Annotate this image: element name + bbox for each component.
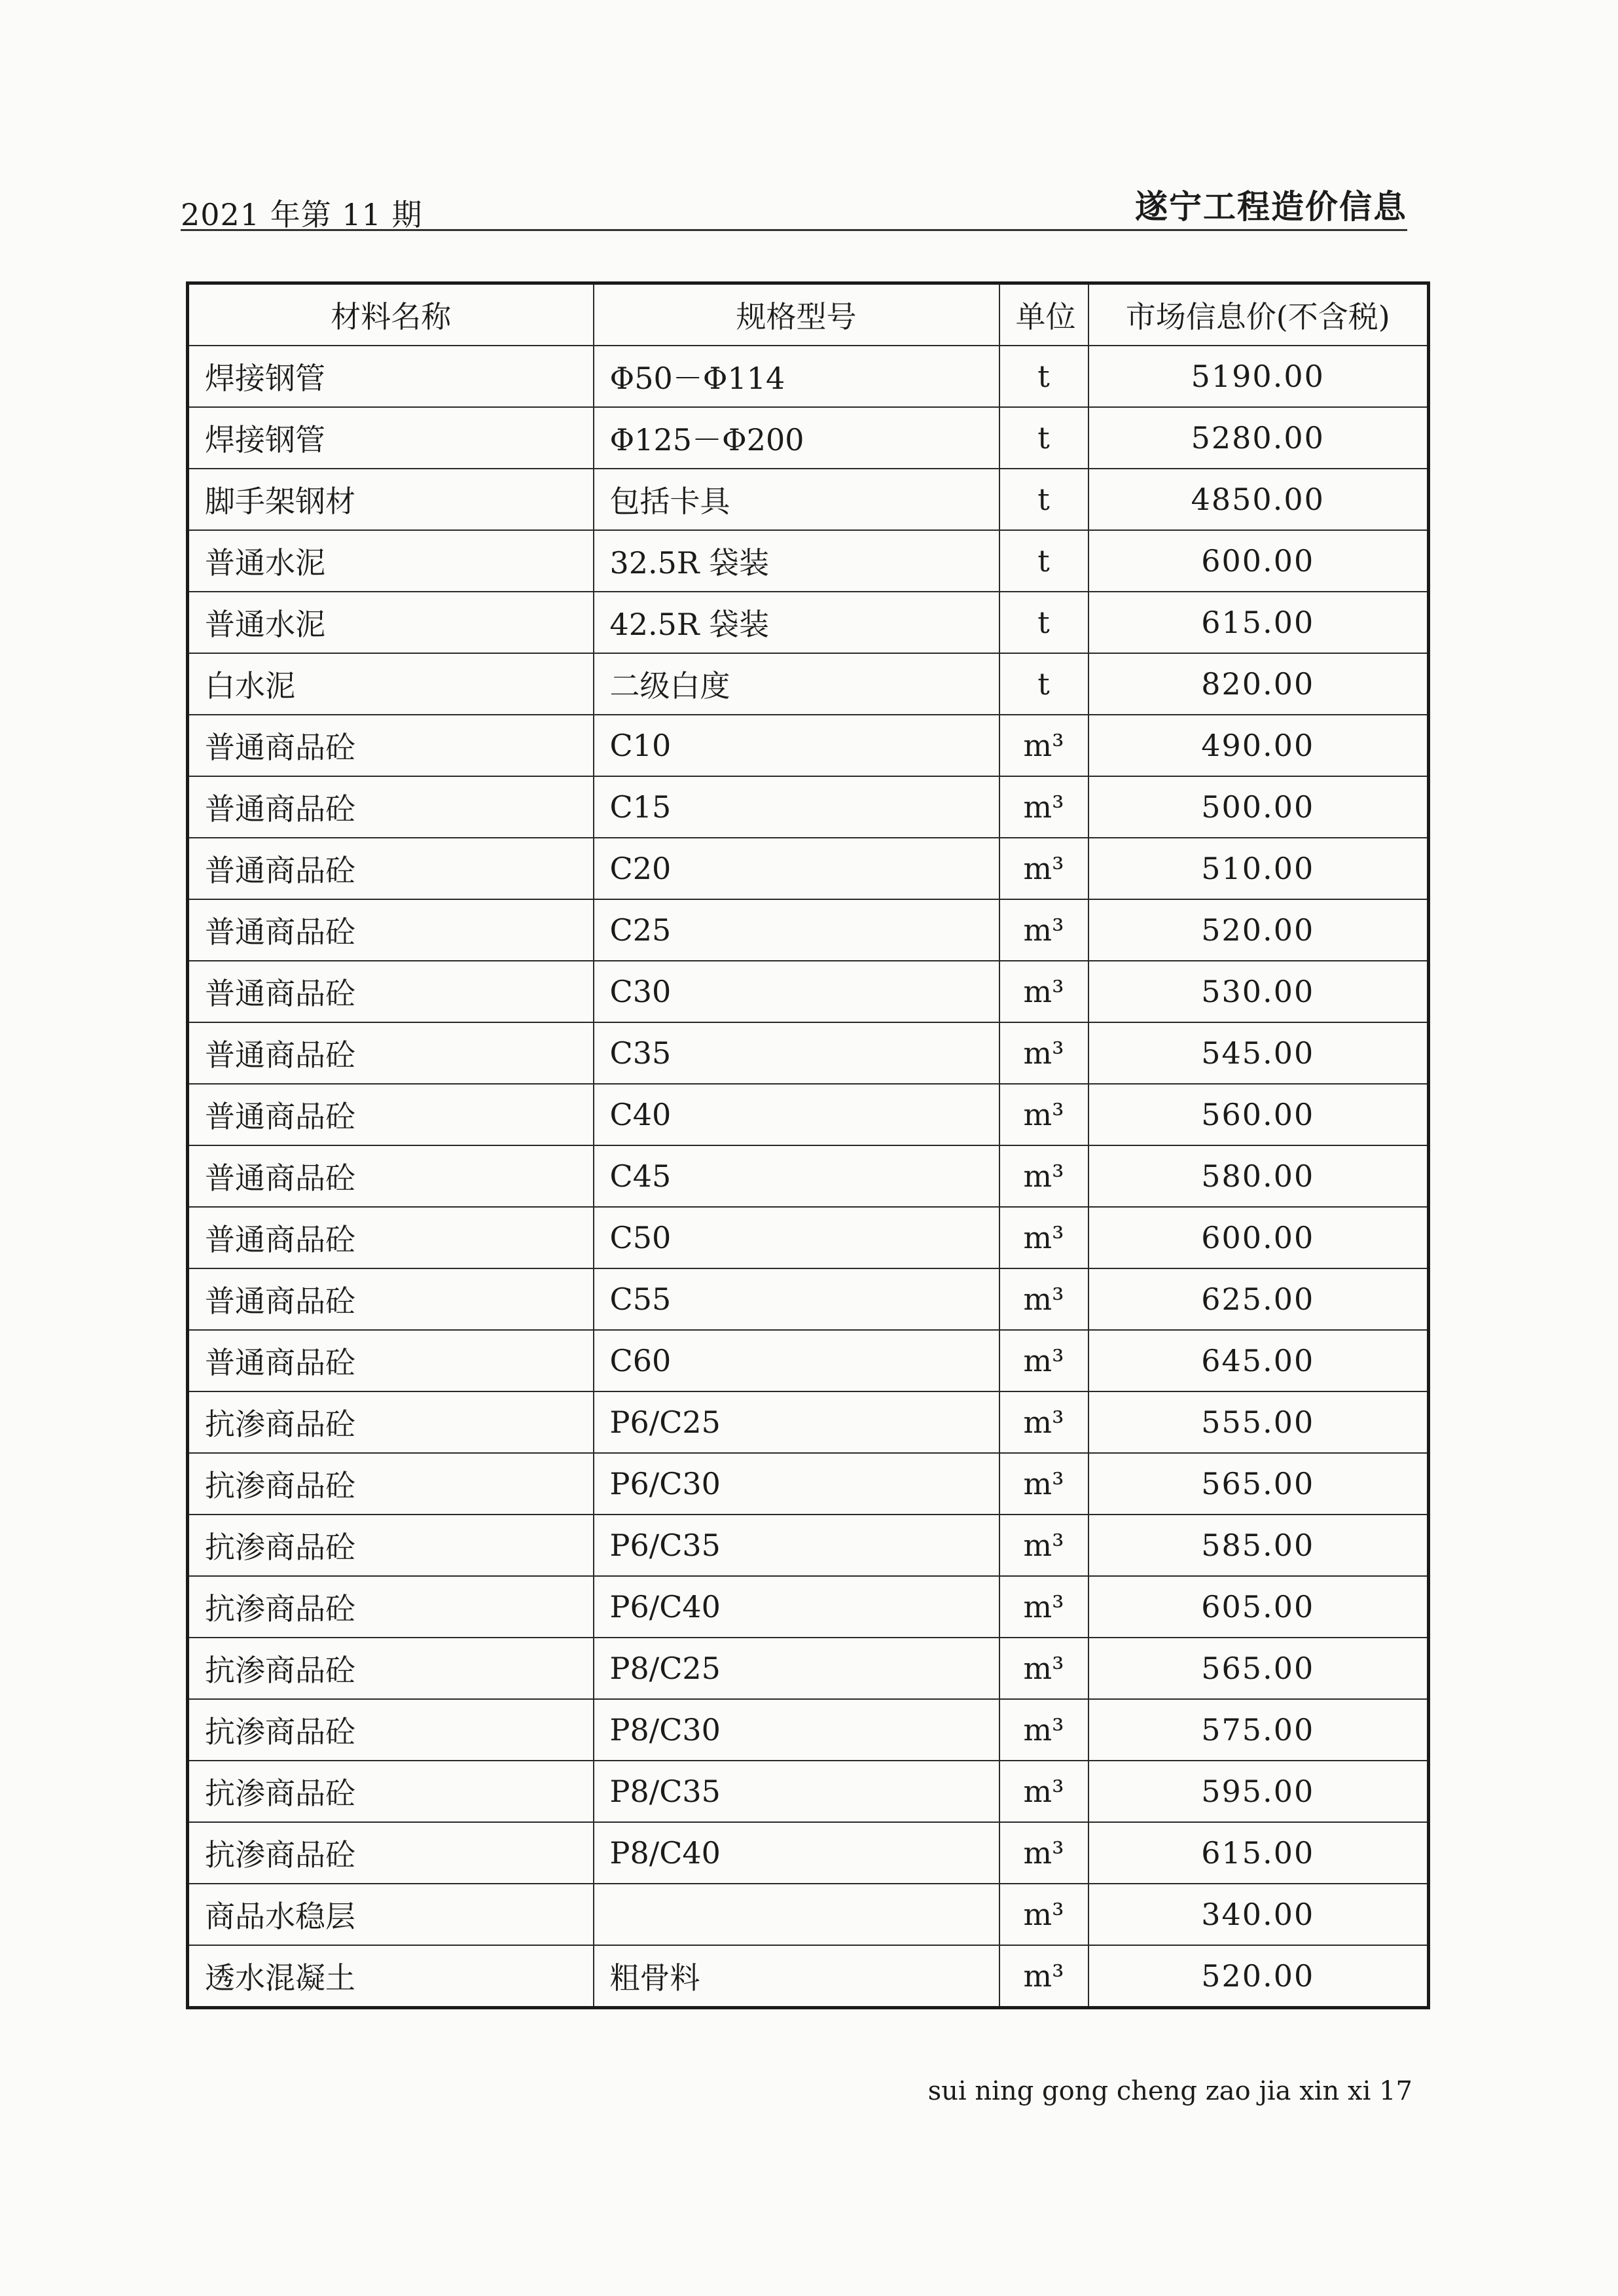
spec-cell: P8/C35 bbox=[594, 1761, 999, 1822]
unit-cell: m³ bbox=[999, 1453, 1088, 1515]
material-name-cell: 抗渗商品砼 bbox=[188, 1515, 594, 1576]
price-cell: 510.00 bbox=[1088, 838, 1429, 899]
unit-cell: m³ bbox=[999, 1822, 1088, 1884]
price-cell: 500.00 bbox=[1088, 776, 1429, 838]
table-row bbox=[188, 1699, 1429, 1761]
unit-cell: m³ bbox=[999, 1884, 1088, 1945]
material-name-cell: 脚手架钢材 bbox=[188, 469, 594, 530]
material-name-cell: 透水混凝土 bbox=[188, 1945, 594, 2008]
material-name-cell: 抗渗商品砼 bbox=[188, 1699, 594, 1761]
table-row bbox=[188, 1391, 1429, 1453]
price-cell: 545.00 bbox=[1088, 1022, 1429, 1084]
price-cell: 820.00 bbox=[1088, 653, 1429, 715]
unit-cell: m³ bbox=[999, 1945, 1088, 2008]
table-row bbox=[188, 346, 1429, 407]
material-name-cell: 普通商品砼 bbox=[188, 1330, 594, 1391]
spec-cell: Φ50－Φ114 bbox=[594, 346, 999, 407]
material-name-cell: 抗渗商品砼 bbox=[188, 1761, 594, 1822]
spec-cell: C60 bbox=[594, 1330, 999, 1391]
spec-cell: C45 bbox=[594, 1145, 999, 1207]
table-row bbox=[188, 899, 1429, 961]
spec-cell: P6/C35 bbox=[594, 1515, 999, 1576]
spec-cell: 42.5R 袋装 bbox=[594, 592, 999, 653]
table-header-row bbox=[188, 283, 1429, 346]
spec-cell bbox=[594, 1884, 999, 1945]
table-row bbox=[188, 961, 1429, 1022]
price-cell: 565.00 bbox=[1088, 1638, 1429, 1699]
unit-cell: t bbox=[999, 592, 1088, 653]
table-row bbox=[188, 1761, 1429, 1822]
table-row bbox=[188, 1822, 1429, 1884]
material-name-cell: 普通商品砼 bbox=[188, 715, 594, 776]
spec-cell: 粗骨料 bbox=[594, 1945, 999, 2008]
unit-cell: m³ bbox=[999, 838, 1088, 899]
material-name-cell: 普通商品砼 bbox=[188, 899, 594, 961]
spec-cell: P8/C40 bbox=[594, 1822, 999, 1884]
spec-cell: C20 bbox=[594, 838, 999, 899]
material-name-cell: 普通水泥 bbox=[188, 530, 594, 592]
column-header-material-name: 材料名称 bbox=[188, 283, 594, 346]
price-cell: 585.00 bbox=[1088, 1515, 1429, 1576]
table-row bbox=[188, 469, 1429, 530]
unit-cell: m³ bbox=[999, 776, 1088, 838]
material-name-cell: 商品水稳层 bbox=[188, 1884, 594, 1945]
unit-cell: m³ bbox=[999, 1268, 1088, 1330]
spec-cell: 二级白度 bbox=[594, 653, 999, 715]
unit-cell: m³ bbox=[999, 1207, 1088, 1268]
material-name-cell: 普通商品砼 bbox=[188, 776, 594, 838]
page-footer: sui ning gong cheng zao jia xin xi 17 bbox=[927, 2076, 1412, 2106]
table-row bbox=[188, 776, 1429, 838]
spec-cell: P8/C30 bbox=[594, 1699, 999, 1761]
price-cell: 520.00 bbox=[1088, 1945, 1429, 2008]
table-row bbox=[188, 592, 1429, 653]
spec-cell: C40 bbox=[594, 1084, 999, 1145]
table-row bbox=[188, 715, 1429, 776]
unit-cell: t bbox=[999, 530, 1088, 592]
price-cell: 340.00 bbox=[1088, 1884, 1429, 1945]
unit-cell: m³ bbox=[999, 1330, 1088, 1391]
material-name-cell: 普通商品砼 bbox=[188, 961, 594, 1022]
unit-cell: m³ bbox=[999, 1515, 1088, 1576]
material-price-table bbox=[186, 281, 1430, 2009]
table-row bbox=[188, 838, 1429, 899]
price-cell: 595.00 bbox=[1088, 1761, 1429, 1822]
price-cell: 555.00 bbox=[1088, 1391, 1429, 1453]
material-name-cell: 普通商品砼 bbox=[188, 838, 594, 899]
unit-cell: m³ bbox=[999, 1022, 1088, 1084]
unit-cell: m³ bbox=[999, 715, 1088, 776]
spec-cell: P6/C30 bbox=[594, 1453, 999, 1515]
unit-cell: m³ bbox=[999, 1638, 1088, 1699]
price-cell: 530.00 bbox=[1088, 961, 1429, 1022]
spec-cell: C30 bbox=[594, 961, 999, 1022]
spec-cell: C35 bbox=[594, 1022, 999, 1084]
column-header-price: 市场信息价(不含税) bbox=[1088, 283, 1429, 346]
spec-cell: P6/C25 bbox=[594, 1391, 999, 1453]
material-name-cell: 抗渗商品砼 bbox=[188, 1576, 594, 1638]
publication-title: 遂宁工程造价信息 bbox=[1135, 187, 1407, 226]
table-row bbox=[188, 1884, 1429, 1945]
spec-cell: P6/C40 bbox=[594, 1576, 999, 1638]
unit-cell: m³ bbox=[999, 1576, 1088, 1638]
material-name-cell: 普通商品砼 bbox=[188, 1084, 594, 1145]
spec-cell: C25 bbox=[594, 899, 999, 961]
material-name-cell: 抗渗商品砼 bbox=[188, 1822, 594, 1884]
unit-cell: m³ bbox=[999, 1391, 1088, 1453]
price-cell: 565.00 bbox=[1088, 1453, 1429, 1515]
table-row bbox=[188, 1453, 1429, 1515]
issue-label: 2021 年第 11 期 bbox=[181, 197, 423, 232]
unit-cell: m³ bbox=[999, 961, 1088, 1022]
material-name-cell: 白水泥 bbox=[188, 653, 594, 715]
price-cell: 645.00 bbox=[1088, 1330, 1429, 1391]
table-row bbox=[188, 653, 1429, 715]
unit-cell: m³ bbox=[999, 1084, 1088, 1145]
price-cell: 5190.00 bbox=[1088, 346, 1429, 407]
table-row bbox=[188, 1022, 1429, 1084]
table-row bbox=[188, 407, 1429, 469]
table-body bbox=[188, 346, 1429, 2008]
spec-cell: P8/C25 bbox=[594, 1638, 999, 1699]
price-cell: 560.00 bbox=[1088, 1084, 1429, 1145]
table-row bbox=[188, 1207, 1429, 1268]
price-cell: 615.00 bbox=[1088, 1822, 1429, 1884]
material-name-cell: 普通水泥 bbox=[188, 592, 594, 653]
material-name-cell: 普通商品砼 bbox=[188, 1268, 594, 1330]
table-row bbox=[188, 1638, 1429, 1699]
spec-cell: C10 bbox=[594, 715, 999, 776]
price-cell: 490.00 bbox=[1088, 715, 1429, 776]
price-cell: 580.00 bbox=[1088, 1145, 1429, 1207]
unit-cell: m³ bbox=[999, 1699, 1088, 1761]
unit-cell: m³ bbox=[999, 1761, 1088, 1822]
spec-cell: 包括卡具 bbox=[594, 469, 999, 530]
unit-cell: m³ bbox=[999, 899, 1088, 961]
price-cell: 615.00 bbox=[1088, 592, 1429, 653]
material-name-cell: 焊接钢管 bbox=[188, 407, 594, 469]
price-cell: 600.00 bbox=[1088, 530, 1429, 592]
unit-cell: t bbox=[999, 407, 1088, 469]
spec-cell: C55 bbox=[594, 1268, 999, 1330]
material-name-cell: 抗渗商品砼 bbox=[188, 1391, 594, 1453]
price-cell: 520.00 bbox=[1088, 899, 1429, 961]
material-name-cell: 抗渗商品砼 bbox=[188, 1638, 594, 1699]
table-row bbox=[188, 1268, 1429, 1330]
material-name-cell: 普通商品砼 bbox=[188, 1145, 594, 1207]
spec-cell: 32.5R 袋装 bbox=[594, 530, 999, 592]
price-cell: 4850.00 bbox=[1088, 469, 1429, 530]
price-cell: 605.00 bbox=[1088, 1576, 1429, 1638]
table-row bbox=[188, 1576, 1429, 1638]
material-name-cell: 普通商品砼 bbox=[188, 1022, 594, 1084]
price-cell: 5280.00 bbox=[1088, 407, 1429, 469]
table-row bbox=[188, 1145, 1429, 1207]
price-cell: 575.00 bbox=[1088, 1699, 1429, 1761]
table-row bbox=[188, 1084, 1429, 1145]
header-divider bbox=[181, 229, 1407, 231]
price-cell: 625.00 bbox=[1088, 1268, 1429, 1330]
spec-cell: C15 bbox=[594, 776, 999, 838]
material-name-cell: 普通商品砼 bbox=[188, 1207, 594, 1268]
material-name-cell: 焊接钢管 bbox=[188, 346, 594, 407]
column-header-unit: 单位 bbox=[999, 283, 1088, 346]
unit-cell: t bbox=[999, 346, 1088, 407]
table-row bbox=[188, 530, 1429, 592]
table-row bbox=[188, 1515, 1429, 1576]
column-header-spec: 规格型号 bbox=[594, 283, 999, 346]
unit-cell: t bbox=[999, 469, 1088, 530]
price-cell: 600.00 bbox=[1088, 1207, 1429, 1268]
spec-cell: Φ125－Φ200 bbox=[594, 407, 999, 469]
table-row bbox=[188, 1330, 1429, 1391]
table-row bbox=[188, 1945, 1429, 2008]
unit-cell: t bbox=[999, 653, 1088, 715]
spec-cell: C50 bbox=[594, 1207, 999, 1268]
material-name-cell: 抗渗商品砼 bbox=[188, 1453, 594, 1515]
unit-cell: m³ bbox=[999, 1145, 1088, 1207]
